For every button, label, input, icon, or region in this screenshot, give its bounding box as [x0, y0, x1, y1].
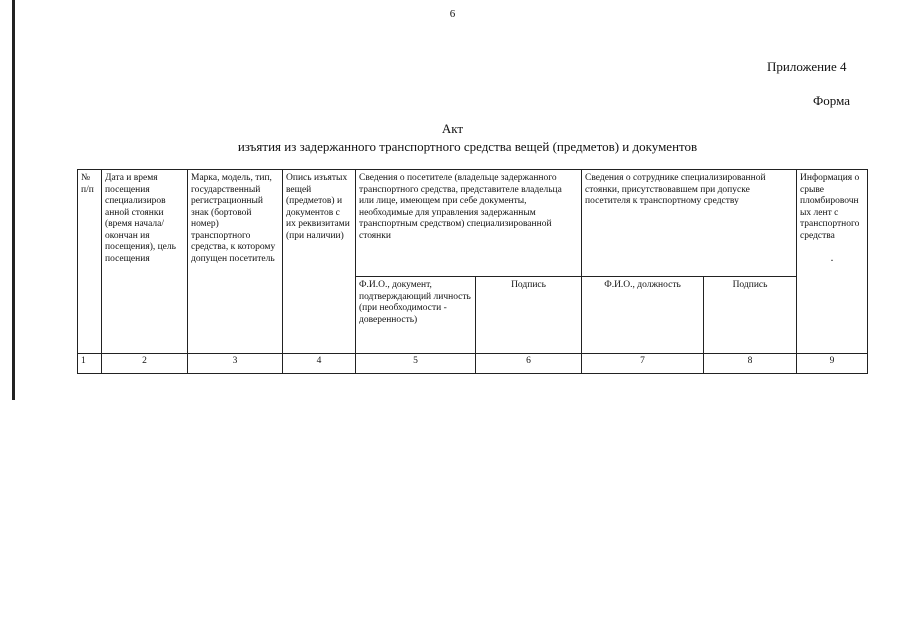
- column-number-cell: 7: [582, 354, 704, 374]
- header-cell-inventory: Опись изъятых вещей (предметов) и документов с их реквизитами (при наличии): [283, 170, 356, 354]
- form-label: Форма: [813, 93, 850, 108]
- document-subtitle: изъятия из задержанного транспортного средства вещей (предметов) и документов: [237, 139, 698, 154]
- column-number-cell: 2: [102, 354, 188, 374]
- appendix-label: Приложение 4: [767, 59, 847, 74]
- column-number-cell: 1: [78, 354, 102, 374]
- page-number: 6: [449, 8, 456, 20]
- column-number-cell: 9: [797, 354, 868, 374]
- seal-info-text: Информация о срыве пломбировочных лент с транспортного средства: [800, 173, 860, 241]
- column-number-cell: 4: [283, 354, 356, 374]
- header-cell-number: № п/п: [78, 170, 102, 354]
- column-number-row: [78, 354, 868, 374]
- column-number-cell: 5: [356, 354, 476, 374]
- subheader-cell-employee-signature: Подпись: [704, 277, 797, 354]
- subheader-cell-visitor-signature: Подпись: [476, 277, 582, 354]
- subheader-cell-visitor-name: Ф.И.О., документ, подтверждающий личность (при необходимости - доверенность): [356, 277, 476, 354]
- header-row: [78, 170, 868, 277]
- header-cell-vehicle: Марка, модель, тип, государственный регистрационный знак (бортовой номер) транспортного средства, к которому допущен посетитель: [188, 170, 283, 354]
- column-number-cell: 3: [188, 354, 283, 374]
- header-cell-visit-datetime: Дата и время посещения специализиров анной стоянки (время начала/окончан ия посещения), цель посещения: [102, 170, 188, 354]
- header-cell-seal-info: [797, 170, 868, 354]
- column-number-cell: 6: [476, 354, 582, 374]
- subheader-cell-employee-name: Ф.И.О., должность: [582, 277, 704, 354]
- header-cell-employee-info: Сведения о сотруднике специализированной стоянки, присутствовавшем при допуске посетителя к транспортному средству: [582, 170, 797, 277]
- column-number-cell: 8: [704, 354, 797, 374]
- document-title: Акт: [441, 121, 464, 136]
- left-margin-rule: [12, 0, 15, 400]
- header-cell-visitor-info: Сведения о посетителе (владельце задержанного транспортного средства, представителе владельца или лице, имеющем при себе документы, необходимые для управления задержанным транспортным средством) специализированной стоянки: [356, 170, 582, 277]
- seal-info-mark: .: [830, 250, 834, 264]
- act-table: [77, 169, 868, 374]
